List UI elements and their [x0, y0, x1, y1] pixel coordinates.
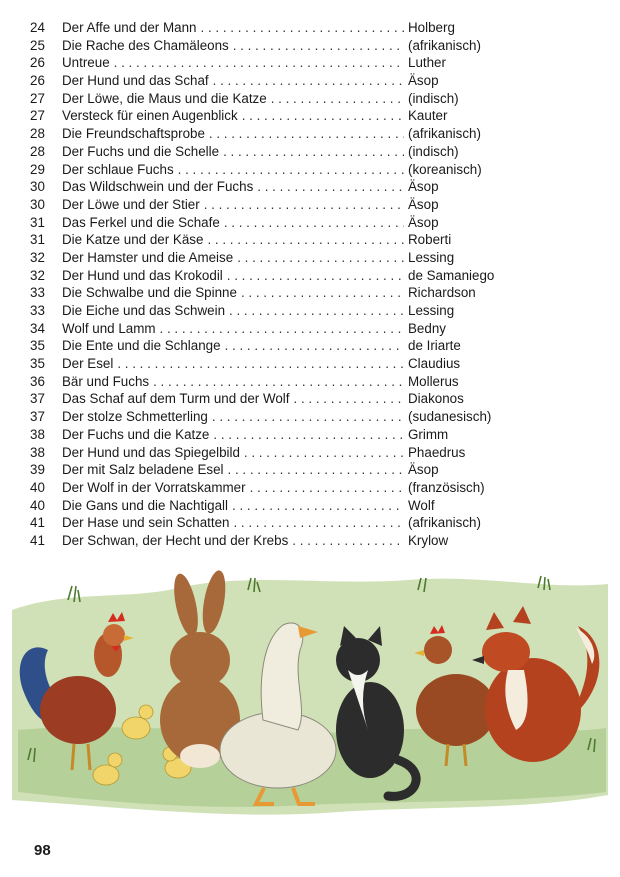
toc-source: Äsop: [408, 73, 439, 89]
toc-title: Die Rache des Chamäleons: [62, 37, 229, 53]
leader-dots: [225, 338, 404, 353]
toc-row: [30, 338, 500, 356]
leader-dots: [213, 73, 404, 88]
toc-title: Bär und Fuchs: [62, 373, 150, 389]
toc-page: 26: [30, 55, 45, 71]
toc-page: 28: [30, 143, 45, 159]
toc-source: Bedny: [408, 320, 446, 336]
toc-page: 39: [30, 462, 45, 478]
leader-dots: [257, 179, 404, 194]
toc-title: Die Katze und der Käse: [62, 232, 204, 248]
toc-page: 37: [30, 391, 45, 407]
toc-page: 27: [30, 108, 45, 124]
toc-source: (koreanisch): [408, 161, 482, 177]
toc-title: Der Fuchs und die Katze: [62, 426, 210, 442]
toc-row: [30, 285, 500, 303]
toc-source: (indisch): [408, 143, 459, 159]
leader-dots: [233, 515, 404, 530]
toc-row: [30, 480, 500, 498]
toc-page: 41: [30, 515, 45, 531]
leader-dots: [227, 268, 404, 283]
toc-title: Der Hund und das Schaf: [62, 73, 209, 89]
toc-title: Das Ferkel und die Schafe: [62, 214, 220, 230]
toc-page: 31: [30, 214, 45, 230]
toc-title: Die Freundschaftsprobe: [62, 126, 205, 142]
toc-row: [30, 91, 500, 109]
toc-source: Wolf: [408, 497, 435, 513]
toc-source: Lessing: [408, 249, 455, 265]
leader-dots: [241, 285, 404, 300]
toc-row: [30, 73, 500, 91]
toc-page: 40: [30, 497, 45, 513]
toc-source: Äsop: [408, 196, 439, 212]
toc-page: 36: [30, 373, 45, 389]
toc-page: 33: [30, 303, 45, 318]
toc-title: Der stolze Schmetterling: [62, 409, 208, 425]
toc-page: 35: [30, 356, 45, 372]
toc-page: 37: [30, 409, 45, 425]
leader-dots: [209, 126, 404, 141]
toc-row: [30, 215, 500, 233]
toc-source: Äsop: [408, 179, 439, 195]
toc-page: 26: [30, 73, 45, 89]
toc-row: [30, 533, 500, 551]
leader-dots: [178, 162, 404, 177]
toc-source: Äsop: [408, 214, 439, 230]
toc-row: [30, 374, 500, 392]
leader-dots: [237, 250, 404, 265]
leader-dots: [201, 20, 405, 35]
toc-source: Grimm: [408, 426, 449, 442]
toc-page: 40: [30, 479, 45, 495]
toc-title: Untreue: [62, 55, 110, 71]
leader-dots: [242, 108, 404, 123]
toc-page: 30: [30, 196, 45, 212]
toc-source: (französisch): [408, 479, 485, 495]
table-of-contents: [30, 20, 500, 551]
leader-dots: [213, 427, 404, 442]
toc-row: [30, 232, 500, 250]
leader-dots: [292, 533, 404, 548]
toc-title: Der Hamster und die Ameise: [62, 249, 234, 265]
toc-row: [30, 445, 500, 463]
leader-dots: [212, 409, 404, 424]
toc-title: Der mit Salz beladene Esel: [62, 462, 224, 478]
toc-row: [30, 179, 500, 197]
toc-source: Luther: [408, 55, 446, 71]
toc-page: 32: [30, 249, 45, 265]
animals-illustration: [8, 560, 612, 825]
toc-title: Der schlaue Fuchs: [62, 161, 174, 177]
toc-row: [30, 409, 500, 427]
toc-title: Der Hund und das Krokodil: [62, 267, 223, 283]
toc-page: 35: [30, 338, 45, 354]
toc-row: [30, 356, 500, 374]
toc-title: Die Schwalbe und die Spinne: [62, 285, 237, 301]
leader-dots: [250, 480, 404, 495]
toc-row: [30, 391, 500, 409]
toc-row: [30, 462, 500, 480]
toc-source: Mollerus: [408, 373, 459, 389]
toc-title: Der Affe und der Mann: [62, 20, 197, 35]
leader-dots: [160, 321, 404, 336]
toc-source: de Iriarte: [408, 338, 461, 354]
toc-title: Der Hase und sein Schatten: [62, 515, 230, 531]
page-number: 98: [34, 842, 51, 859]
toc-row: [30, 197, 500, 215]
toc-source: Claudius: [408, 356, 461, 372]
toc-title: Das Schaf auf dem Turm und der Wolf: [62, 391, 290, 407]
leader-dots: [153, 374, 404, 389]
toc-title: Die Gans und die Nachtigall: [62, 497, 228, 513]
toc-title: Die Eiche und das Schwein: [62, 303, 226, 318]
toc-page: 32: [30, 267, 45, 283]
toc-source: (afrikanisch): [408, 515, 481, 531]
toc-source: (indisch): [408, 90, 459, 106]
toc-source: (afrikanisch): [408, 126, 481, 142]
toc-source: Äsop: [408, 462, 439, 478]
toc-page: 33: [30, 285, 45, 301]
toc-row: [30, 515, 500, 533]
toc-source: Holberg: [408, 20, 455, 35]
toc-source: Kauter: [408, 108, 448, 124]
leader-dots: [228, 462, 404, 477]
leader-dots: [244, 445, 404, 460]
toc-page: 38: [30, 426, 45, 442]
toc-page: 34: [30, 320, 45, 336]
leader-dots: [207, 232, 404, 247]
toc-title: Der Wolf in der Vorratskammer: [62, 479, 246, 495]
toc-title: Der Löwe, die Maus und die Katze: [62, 90, 267, 106]
toc-source: de Samaniego: [408, 267, 495, 283]
toc-row: [30, 20, 500, 38]
leader-dots: [204, 197, 404, 212]
toc-page: 31: [30, 232, 45, 248]
toc-title: Der Hund und das Spiegelbild: [62, 444, 240, 460]
toc-title: Versteck für einen Augenblick: [62, 108, 238, 124]
toc-row: [30, 268, 500, 286]
leader-dots: [271, 91, 404, 106]
toc-row: [30, 303, 500, 321]
toc-row: [30, 38, 500, 56]
toc-row: [30, 162, 500, 180]
toc-row: [30, 126, 500, 144]
leader-dots: [223, 144, 404, 159]
toc-row: [30, 108, 500, 126]
toc-source: (sudanesisch): [408, 409, 492, 425]
toc-title: Wolf und Lamm: [62, 320, 156, 336]
toc-page: 29: [30, 161, 45, 177]
toc-source: Phaedrus: [408, 444, 466, 460]
toc-title: Der Schwan, der Hecht und der Krebs: [62, 532, 289, 548]
toc-source: Diakonos: [408, 391, 464, 407]
toc-row: [30, 250, 500, 268]
toc-source: (afrikanisch): [408, 37, 481, 53]
leader-dots: [294, 391, 405, 406]
toc-page: 38: [30, 444, 45, 460]
toc-page: 30: [30, 179, 45, 195]
toc-source: Krylow: [408, 532, 449, 548]
leader-dots: [224, 215, 404, 230]
toc-title: Der Löwe und der Stier: [62, 196, 200, 212]
leader-dots: [114, 55, 404, 70]
leader-dots: [229, 303, 404, 318]
toc-source: Richardson: [408, 285, 476, 301]
toc-source: Roberti: [408, 232, 452, 248]
toc-page: 28: [30, 126, 45, 142]
toc-title: Das Wildschwein und der Fuchs: [62, 179, 254, 195]
toc-row: [30, 498, 500, 516]
toc-row: [30, 427, 500, 445]
toc-page: 41: [30, 532, 45, 548]
toc-row: [30, 55, 500, 73]
toc-row: [30, 321, 500, 339]
leader-dots: [232, 498, 404, 513]
toc-row: [30, 144, 500, 162]
toc-title: Der Esel: [62, 356, 114, 372]
leader-dots: [233, 38, 404, 53]
toc-page: 25: [30, 37, 45, 53]
leader-dots: [117, 356, 404, 371]
toc-page: 24: [30, 20, 45, 35]
toc-title: Der Fuchs und die Schelle: [62, 143, 220, 159]
toc-page: 27: [30, 90, 45, 106]
toc-title: Die Ente und die Schlange: [62, 338, 221, 354]
toc-source: Lessing: [408, 303, 455, 318]
